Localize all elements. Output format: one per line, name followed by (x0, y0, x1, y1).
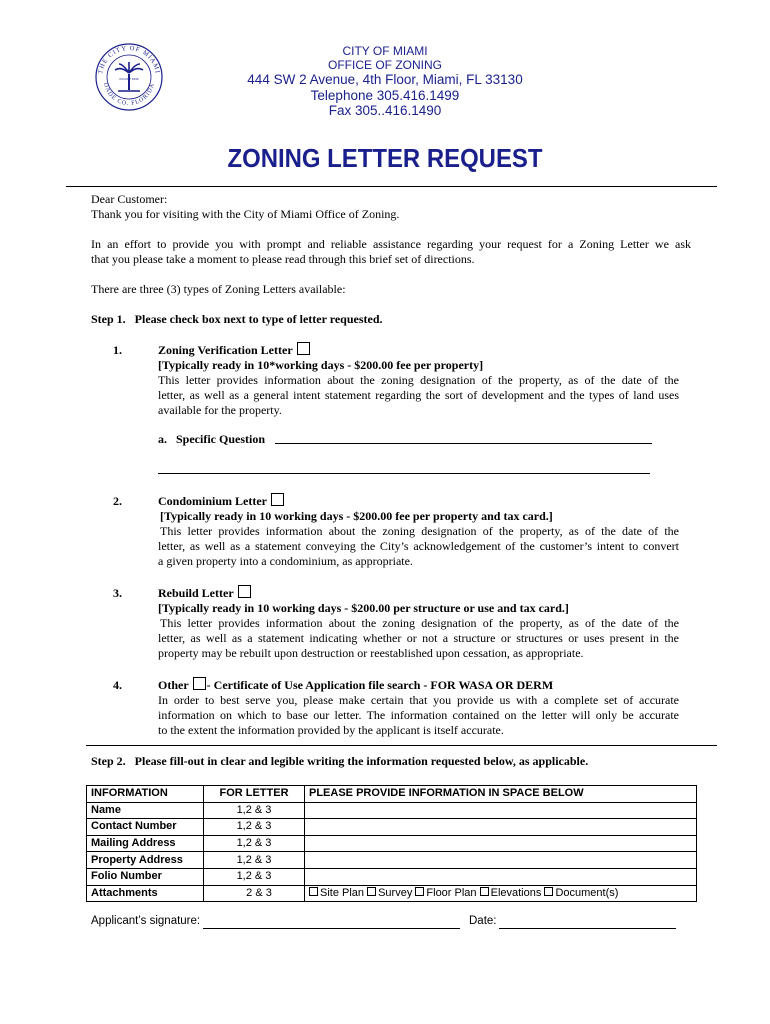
item3-number: 3. (113, 586, 122, 600)
step2-rule (86, 745, 717, 746)
floor-plan-checkbox[interactable] (415, 887, 424, 896)
item2-number: 2. (113, 494, 122, 508)
header-information: INFORMATION (87, 786, 204, 803)
item2-note: [Typically ready in 10 working days - $200.00 fee per property and tax card.] (160, 509, 553, 523)
table-row (87, 868, 697, 885)
row-label: Property Address (87, 852, 204, 869)
item3-desc-2: letter, as well as a statement indicating whether or not a structure or structures or uses present in the (158, 631, 679, 645)
item2-title-row (158, 493, 284, 509)
date-label: Date: (469, 915, 497, 927)
date-line[interactable] (499, 928, 676, 929)
svg-text:DADE CO. FLORIDA: DADE CO. FLORIDA (102, 82, 156, 108)
row-letters: 1,2 & 3 (204, 802, 305, 819)
item2-desc-1: This letter provides information about the zoning designation of the property, as of the date of the (160, 524, 679, 538)
title-rule (66, 186, 717, 187)
attachment-floor-plan[interactable]: Floor Plan (415, 887, 476, 899)
row-label: Folio Number (87, 868, 204, 885)
item1-note: [Typically ready in 10*working days - $200.00 fee per property] (158, 358, 484, 372)
property-address-input-cell[interactable] (305, 852, 697, 869)
folio-number-input-cell[interactable] (305, 868, 697, 885)
item4-desc-1: In order to best serve you, please make certain that you provide us with a complete set of accurate (158, 693, 679, 707)
header-fax: Fax 305..416.1490 (328, 103, 442, 118)
intro-line-1: In an effort to provide you with prompt and reliable assistance regarding your request for a Zoning Letter we ask (91, 237, 691, 251)
step2-heading: Step 2. Please fill-out in clear and legible writing the information requested below, as applicable. (91, 754, 589, 768)
specific-question-line-1[interactable] (275, 443, 652, 444)
item4-desc-3: to the extent the information provided by the applicant is itself accurate. (158, 723, 504, 737)
row-letters: 1,2 & 3 (204, 835, 305, 852)
step1-heading: Step 1. Please check box next to type of letter requested. (91, 312, 383, 326)
item2-desc-2: letter, as well as a statement conveying the City’s acknowledgement of the customer’s intent to convert (158, 539, 679, 553)
row-label: Contact Number (87, 819, 204, 836)
item3-note: [Typically ready in 10 working days - $200.00 per structure or use and tax card.] (158, 601, 569, 615)
condominium-checkbox[interactable] (271, 493, 284, 506)
name-input-cell[interactable] (305, 802, 697, 819)
svg-text:INCORP 1896: INCORP 1896 (119, 77, 139, 81)
attachment-documents[interactable]: Document(s) (544, 887, 618, 899)
table-row (87, 852, 697, 869)
item4-desc-2: information on which to base our letter. The information contained on the letter will only be accurate (158, 708, 679, 722)
header-telephone: Telephone 305.416.1499 (310, 87, 460, 103)
greeting: Dear Customer: (91, 192, 168, 206)
item1-desc-1: This letter provides information about the zoning designation of the property, as of the date of the (158, 373, 679, 387)
item3-desc-3: property may be rebuilt upon destruction or reestablished upon cessation, as appropriate. (158, 646, 584, 660)
header-city: CITY OF MIAMI (342, 44, 428, 58)
survey-checkbox[interactable] (367, 887, 376, 896)
item4-title-suffix: - Certificate of Use Application file search - FOR WASA OR DERM (206, 678, 554, 692)
svg-text:THE CITY OF MIAMI: THE CITY OF MIAMI (97, 44, 161, 75)
item1-title-row (158, 342, 310, 358)
attachment-survey[interactable]: Survey (367, 887, 412, 899)
contact-number-input-cell[interactable] (305, 819, 697, 836)
table-row (87, 819, 697, 836)
table-row (87, 802, 697, 819)
specific-question-label: a. Specific Question (158, 432, 265, 446)
types-text: There are three (3) types of Zoning Letters available: (91, 282, 346, 296)
mailing-address-input-cell[interactable] (305, 835, 697, 852)
item2-title: Condominium Letter (158, 494, 267, 508)
row-label: Name (87, 802, 204, 819)
elevations-checkbox[interactable] (480, 887, 489, 896)
attachment-elevations[interactable]: Elevations (480, 887, 542, 899)
row-letters: 2 & 3 (204, 885, 305, 902)
zoning-verification-checkbox[interactable] (297, 342, 310, 355)
information-table (86, 785, 697, 902)
office-header (150, 44, 620, 119)
header-provide-info: PLEASE PROVIDE INFORMATION IN SPACE BELOW (305, 786, 697, 803)
thanks-text: Thank you for visiting with the City of Miami Office of Zoning. (91, 207, 400, 221)
rebuild-checkbox[interactable] (238, 585, 251, 598)
attachments-cell (305, 885, 697, 902)
item1-desc-3: available for the property. (158, 403, 282, 417)
header-for-letter: FOR LETTER (204, 786, 305, 803)
item4-title-row (158, 677, 553, 693)
item1-desc-2: letter, as well as a general intent statement regarding the sort of development and the types of land uses (158, 388, 679, 402)
specific-question-line-2[interactable] (158, 473, 650, 474)
signature-line[interactable] (203, 928, 460, 929)
intro-line-2: that you please take a moment to please read through this brief set of directions. (91, 252, 475, 266)
item3-title: Rebuild Letter (158, 586, 234, 600)
row-letters: 1,2 & 3 (204, 868, 305, 885)
header-address: 444 SW 2 Avenue, 4th Floor, Miami, FL 33130 (247, 72, 523, 87)
table-header-row (87, 786, 697, 803)
row-label: Attachments (87, 885, 204, 902)
row-label: Mailing Address (87, 835, 204, 852)
item2-desc-3: a given property into a condominium, as appropriate. (158, 554, 413, 568)
item1-number: 1. (113, 343, 122, 357)
table-row (87, 885, 697, 902)
item4-number: 4. (113, 678, 122, 692)
item4-title: Other (158, 678, 189, 692)
header-office: OFFICE OF ZONING (328, 58, 442, 72)
row-letters: 1,2 & 3 (204, 819, 305, 836)
row-letters: 1,2 & 3 (204, 852, 305, 869)
document-title: ZONING LETTER REQUEST (227, 143, 543, 173)
item3-title-row (158, 585, 251, 601)
table-row (87, 835, 697, 852)
other-checkbox[interactable] (193, 677, 206, 690)
item3-desc-1: This letter provides information about the zoning designation of the property, as of the date of the (160, 616, 679, 630)
attachment-site-plan[interactable]: Site Plan (309, 887, 364, 899)
item1-title: Zoning Verification Letter (158, 343, 293, 357)
signature-label: Applicant’s signature: (91, 915, 201, 927)
site-plan-checkbox[interactable] (309, 887, 318, 896)
documents-checkbox[interactable] (544, 887, 553, 896)
